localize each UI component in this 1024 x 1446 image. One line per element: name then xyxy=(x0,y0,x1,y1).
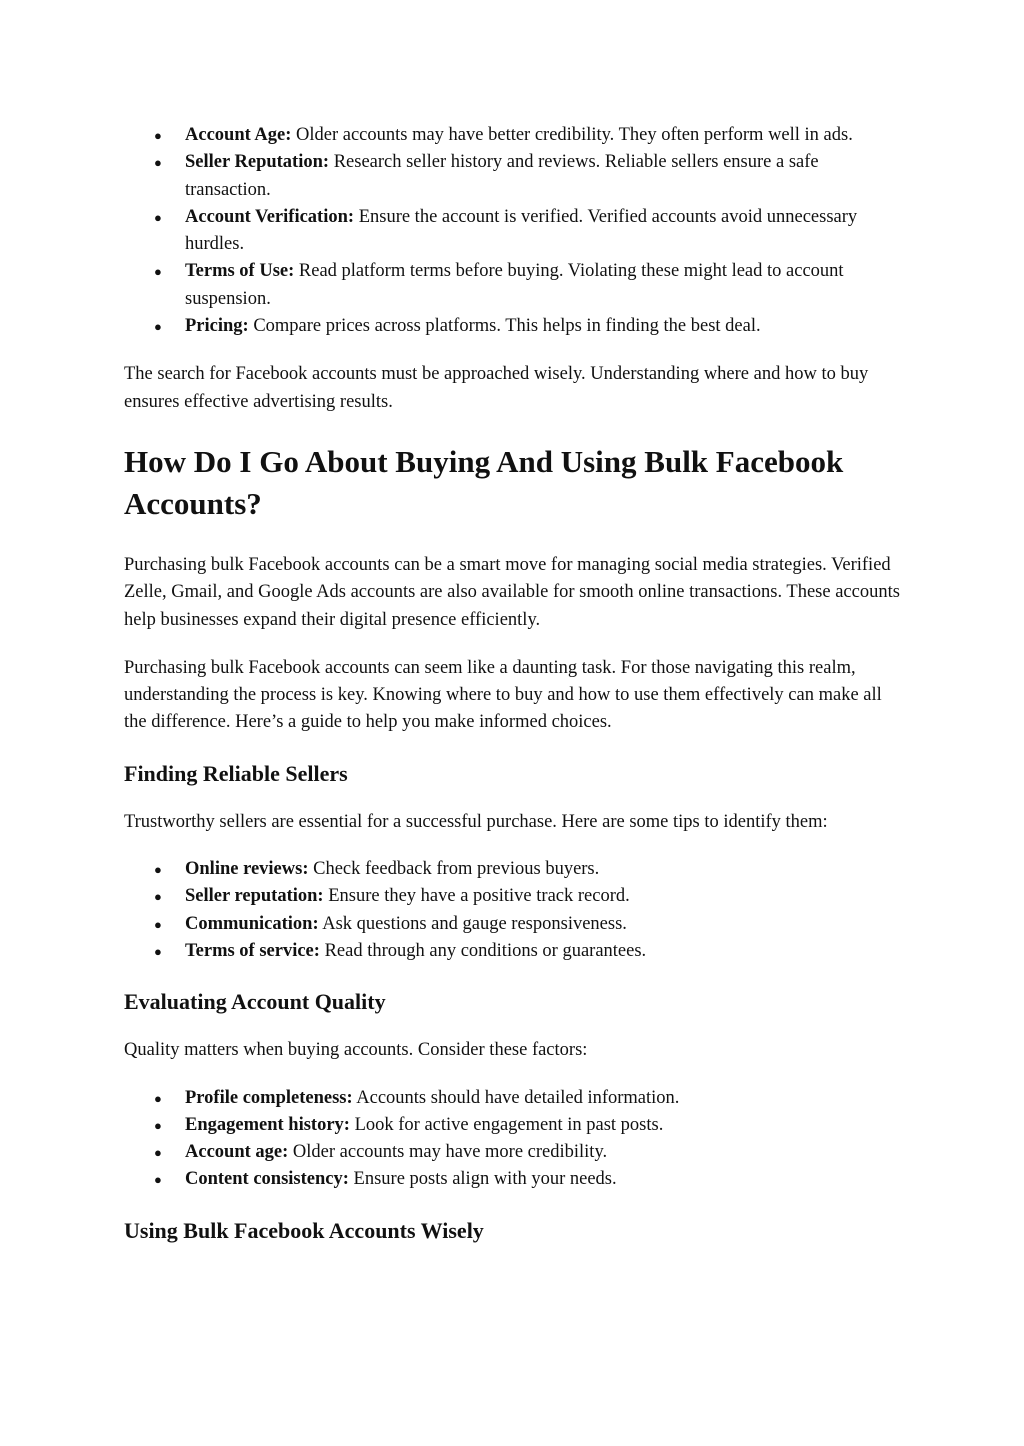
using-heading: Using Bulk Facebook Accounts Wisely xyxy=(124,1217,484,1243)
bullet-icon: ● xyxy=(154,889,162,905)
list-item-term: Profile completeness: xyxy=(185,1087,353,1108)
list-item xyxy=(124,856,900,883)
search-paragraph: The search for Facebook accounts must be approached wisely. Understanding where and how to buy ensures effective advertising results. xyxy=(124,364,869,412)
bullet-icon: ● xyxy=(154,1090,162,1106)
quality-paragraph: Quality matters when buying accounts. Consider these factors: xyxy=(124,1040,588,1061)
list-item-term: Engagement history: xyxy=(185,1114,350,1135)
list-item xyxy=(124,883,900,910)
bullet-icon: ● xyxy=(154,862,162,878)
sellers-tips-list xyxy=(124,856,900,965)
bullet-icon: ● xyxy=(154,943,162,959)
list-item-text: Read through any conditions or guarantees. xyxy=(319,940,647,961)
list-item-term: Communication: xyxy=(185,913,319,934)
document-page xyxy=(124,122,900,1246)
sellers-paragraph: Trustworthy sellers are essential for a successful purchase. Here are some tips to identify them: xyxy=(124,811,828,832)
list-item xyxy=(124,911,900,938)
list-item-text: Look for active engagement in past posts. xyxy=(349,1114,664,1135)
quality-factors-list xyxy=(124,1085,900,1194)
sellers-heading: Finding Reliable Sellers xyxy=(124,760,348,786)
list-item-term: Account Verification: xyxy=(185,206,355,227)
bullet-icon: ● xyxy=(154,916,162,932)
list-item-text: Check feedback from previous buyers. xyxy=(308,859,600,880)
list-item-text: Older accounts may have better credibility. They often perform well in ads. xyxy=(291,125,853,145)
main-heading: How Do I Go About Buying And Using Bulk Facebook Accounts? xyxy=(124,443,844,521)
list-item-text: Read platform terms before buying. Violating these might lead to account suspension. xyxy=(185,261,844,309)
bullet-icon: ● xyxy=(154,155,162,171)
bullet-icon: ● xyxy=(154,264,162,280)
list-item-text: Research seller history and reviews. Reliable sellers ensure a safe transaction. xyxy=(185,152,819,200)
list-item-term: Seller reputation: xyxy=(185,886,324,907)
list-item xyxy=(124,1085,900,1112)
list-item xyxy=(124,938,900,965)
list-item xyxy=(124,149,900,204)
list-item-term: Pricing: xyxy=(185,316,249,337)
bullet-icon: ● xyxy=(154,1117,162,1133)
considerations-list xyxy=(124,122,900,340)
list-item xyxy=(124,122,900,149)
intro-paragraph-2: Purchasing bulk Facebook accounts can seem like a daunting task. For those navigating this realm, understanding the process is key. Knowing where to buy and how to use them effectively can make all the difference. Here’s a guide to help you make informed choices. xyxy=(124,657,882,733)
list-item-term: Terms of Use: xyxy=(185,261,295,282)
bullet-icon: ● xyxy=(154,319,162,335)
bullet-icon: ● xyxy=(154,209,162,225)
quality-heading: Evaluating Account Quality xyxy=(124,989,386,1015)
bullet-icon: ● xyxy=(154,128,162,143)
list-item xyxy=(124,258,900,313)
bullet-icon: ● xyxy=(154,1172,162,1188)
list-item xyxy=(124,1166,900,1193)
list-item-text: Accounts should have detailed information. xyxy=(352,1087,680,1108)
list-item-text: Ensure they have a positive track record. xyxy=(323,886,630,907)
list-item-term: Content consistency: xyxy=(185,1169,349,1190)
list-item-text: Compare prices across platforms. This helps in finding the best deal. xyxy=(248,316,761,337)
list-item-term: Account age: xyxy=(185,1142,289,1163)
list-item-text: Ensure posts align with your needs. xyxy=(348,1169,617,1190)
list-item xyxy=(124,313,900,340)
list-item-text: Older accounts may have more credibility. xyxy=(288,1142,608,1163)
list-item-text: Ask questions and gauge responsiveness. xyxy=(318,913,627,934)
intro-paragraph-1: Purchasing bulk Facebook accounts can be a smart move for managing social media strategies. Verified Zelle, Gmail, and Google Ads accounts are also available for smooth online transactions. These accounts help businesses expand their digital presence efficiently. xyxy=(124,554,900,630)
list-item xyxy=(124,1112,900,1139)
list-item-term: Terms of service: xyxy=(185,940,320,961)
list-item-text: Ensure the account is verified. Verified accounts avoid unnecessary hurdles. xyxy=(185,206,858,255)
list-item xyxy=(124,204,900,259)
list-item-term: Online reviews: xyxy=(185,859,309,880)
list-item-term: Seller Reputation: xyxy=(185,152,330,173)
list-item-term: Account Age: xyxy=(185,125,292,145)
list-item xyxy=(124,1139,900,1166)
bullet-icon: ● xyxy=(154,1145,162,1161)
